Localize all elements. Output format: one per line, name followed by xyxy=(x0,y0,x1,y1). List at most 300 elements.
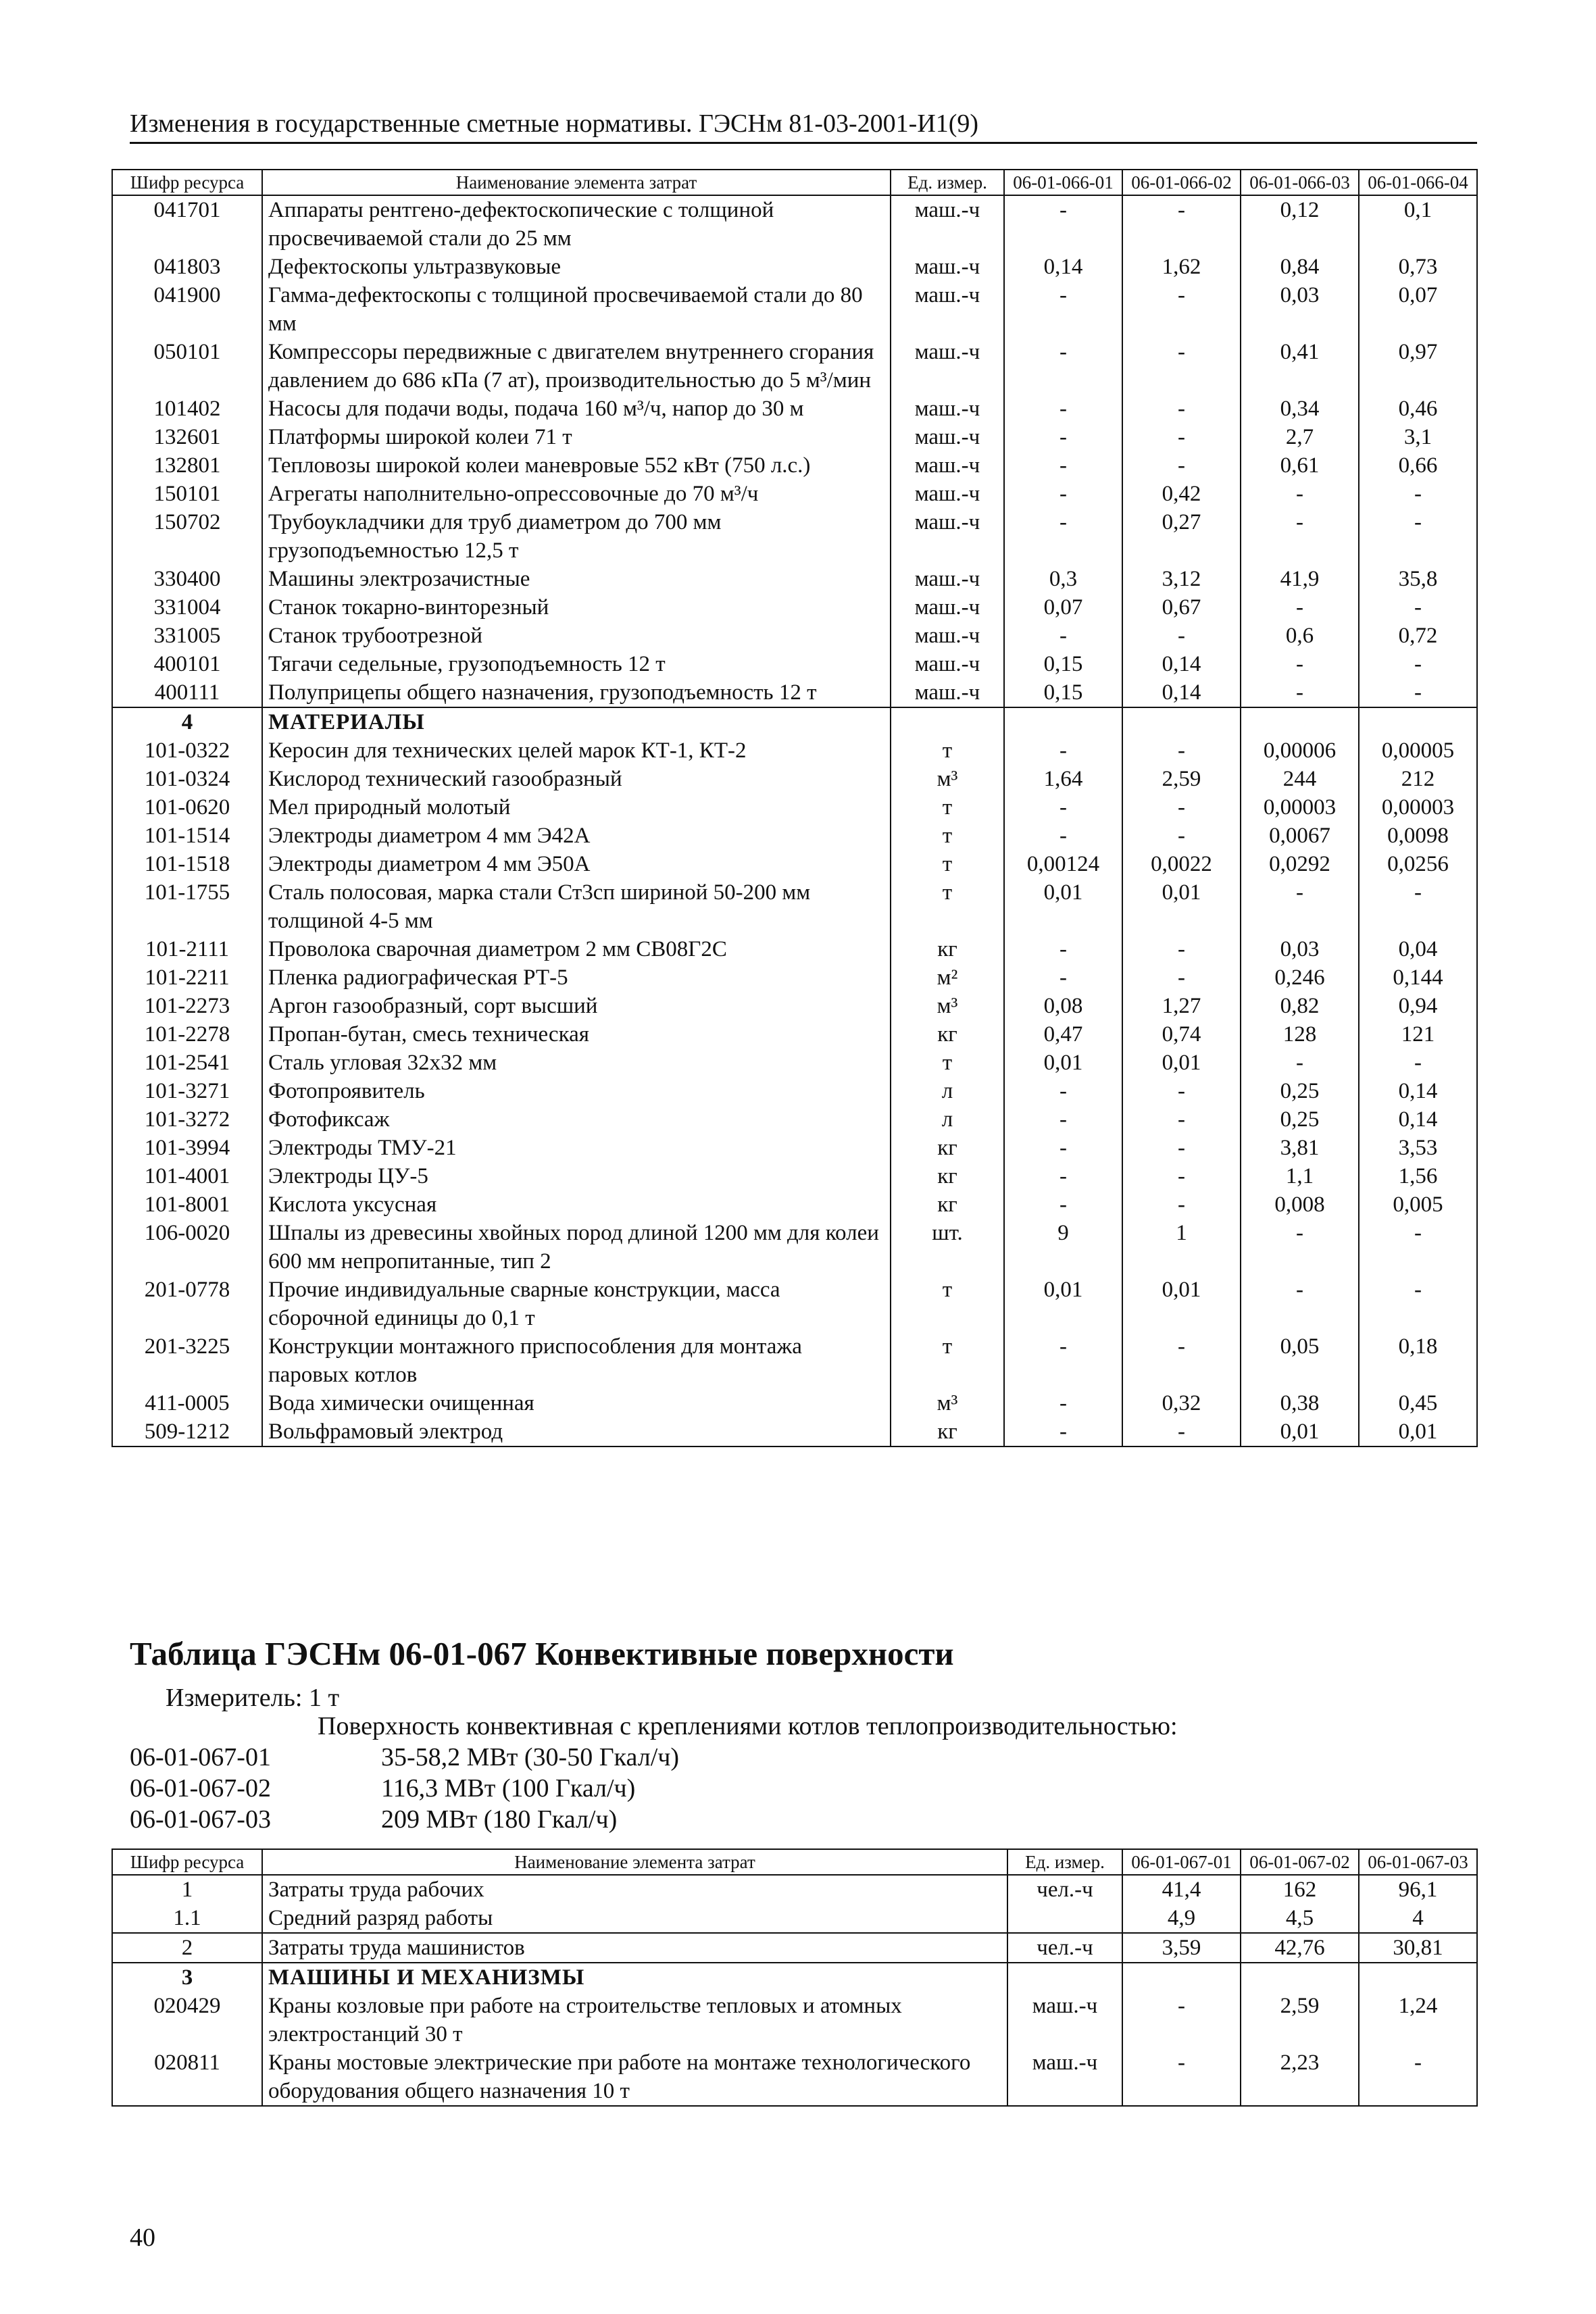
value-cell-4: 35,8 xyxy=(1359,565,1477,593)
value-cell-2: 0,01 xyxy=(1122,1049,1241,1077)
column-header-unit: Ед. измер. xyxy=(891,170,1004,195)
resource-code-cell: 3 xyxy=(112,1963,262,1992)
value-cell-2: - xyxy=(1122,1190,1241,1219)
resource-code-cell: 331004 xyxy=(112,593,262,622)
variant-text: 209 МВт (180 Гкал/ч) xyxy=(381,1805,618,1834)
resource-name-cell: Фотофиксаж xyxy=(262,1105,891,1134)
value-cell-2: 0,01 xyxy=(1122,878,1241,935)
variant-item xyxy=(130,1742,679,1773)
unit-cell: т xyxy=(891,736,1004,765)
resource-code-cell: 020429 xyxy=(112,1992,262,2048)
value-cell-3: - xyxy=(1241,480,1359,508)
value-cell-1: - xyxy=(1004,1077,1122,1105)
unit-cell: маш.-ч xyxy=(891,480,1004,508)
resource-code-cell: 101-2211 xyxy=(112,963,262,992)
table-row xyxy=(112,878,1477,935)
value-cell-4: 0,144 xyxy=(1359,963,1477,992)
value-cell-2 xyxy=(1241,1963,1359,1992)
value-cell-4: 0,97 xyxy=(1359,338,1477,395)
value-cell-1: - xyxy=(1004,1190,1122,1219)
table-body xyxy=(112,195,1477,1447)
column-header-067-02: 06-01-067-02 xyxy=(1241,1849,1359,1875)
value-cell-1: - xyxy=(1004,963,1122,992)
unit-cell: м² xyxy=(891,963,1004,992)
resource-code-cell: 201-3225 xyxy=(112,1332,262,1389)
value-cell-2: 3,12 xyxy=(1122,565,1241,593)
resource-code-cell: 101-0322 xyxy=(112,736,262,765)
resource-code-cell: 050101 xyxy=(112,338,262,395)
value-cell-1: 0,08 xyxy=(1004,992,1122,1020)
value-cell-4: - xyxy=(1359,1049,1477,1077)
unit-cell: шт. xyxy=(891,1219,1004,1276)
resource-name-cell: МАТЕРИАЛЫ xyxy=(262,707,891,736)
value-cell-3 xyxy=(1241,707,1359,736)
value-cell-4: 0,66 xyxy=(1359,451,1477,480)
unit-cell: кг xyxy=(891,1134,1004,1162)
unit-cell xyxy=(1007,1963,1122,1992)
unit-cell: маш.-ч xyxy=(891,281,1004,338)
unit-cell: маш.-ч xyxy=(891,253,1004,281)
value-cell-4: 0,0098 xyxy=(1359,822,1477,850)
value-cell-1: 9 xyxy=(1004,1219,1122,1276)
value-cell-3: 0,82 xyxy=(1241,992,1359,1020)
value-cell-3: 41,9 xyxy=(1241,565,1359,593)
unit-cell: маш.-ч xyxy=(891,338,1004,395)
resource-name-cell: МАШИНЫ И МЕХАНИЗМЫ xyxy=(262,1963,1007,1992)
value-cell-3: 30,81 xyxy=(1359,1933,1477,1963)
value-cell-3: - xyxy=(1241,878,1359,935)
value-cell-4: 212 xyxy=(1359,765,1477,793)
value-cell-4: 0,72 xyxy=(1359,622,1477,650)
value-cell-3: 128 xyxy=(1241,1020,1359,1049)
unit-cell: т xyxy=(891,1332,1004,1389)
value-cell-3: - xyxy=(1241,1049,1359,1077)
table-row xyxy=(112,1933,1477,1963)
column-header-code: Шифр ресурса xyxy=(112,170,262,195)
value-cell-2: 42,76 xyxy=(1241,1933,1359,1963)
value-cell-1: - xyxy=(1004,1332,1122,1389)
variant-code: 06-01-067-03 xyxy=(130,1805,271,1834)
column-header-name: Наименование элемента затрат xyxy=(262,1849,1007,1875)
resource-code-cell: 101-1514 xyxy=(112,822,262,850)
value-cell-2: - xyxy=(1122,736,1241,765)
value-cell-1 xyxy=(1122,1963,1241,1992)
value-cell-3: 0,008 xyxy=(1241,1190,1359,1219)
value-cell-4: - xyxy=(1359,593,1477,622)
table-row xyxy=(112,992,1477,1020)
resource-code-cell: 2 xyxy=(112,1933,262,1963)
value-cell-1 xyxy=(1004,707,1122,736)
table-row xyxy=(112,508,1477,565)
value-cell-1: 0,15 xyxy=(1004,650,1122,678)
resource-name-cell: Вода химически очищенная xyxy=(262,1389,891,1417)
resource-code-cell: 101402 xyxy=(112,395,262,423)
resource-name-cell: Кислота уксусная xyxy=(262,1190,891,1219)
resource-name-cell: Средний разряд работы xyxy=(262,1904,1007,1933)
table-row xyxy=(112,963,1477,992)
table-row xyxy=(112,1077,1477,1105)
unit-cell: л xyxy=(891,1105,1004,1134)
resource-name-cell: Машины электрозачистные xyxy=(262,565,891,593)
resource-name-cell: Гамма-дефектоскопы с толщиной просвечиваемой стали до 80 мм xyxy=(262,281,891,338)
resource-code-cell: 132801 xyxy=(112,451,262,480)
value-cell-4: - xyxy=(1359,508,1477,565)
value-cell-4: - xyxy=(1359,1276,1477,1332)
resource-name-cell: Насосы для подачи воды, подача 160 м³/ч, напор до 30 м xyxy=(262,395,891,423)
resource-code-cell: 201-0778 xyxy=(112,1276,262,1332)
value-cell-3: 1,1 xyxy=(1241,1162,1359,1190)
unit-cell: л xyxy=(891,1077,1004,1105)
value-cell-1: 0,01 xyxy=(1004,1049,1122,1077)
value-cell-2: 2,23 xyxy=(1241,2048,1359,2106)
resource-name-cell: Тепловозы широкой колеи маневровые 552 кВт (750 л.с.) xyxy=(262,451,891,480)
value-cell-4: - xyxy=(1359,678,1477,707)
resource-name-cell: Пленка радиографическая РТ-5 xyxy=(262,963,891,992)
unit-cell: маш.-ч xyxy=(1007,2048,1122,2106)
value-cell-1: 0,07 xyxy=(1004,593,1122,622)
table-body xyxy=(112,1875,1477,2106)
column-header-066-01: 06-01-066-01 xyxy=(1004,170,1122,195)
value-cell-4: - xyxy=(1359,650,1477,678)
value-cell-3: 0,00006 xyxy=(1241,736,1359,765)
unit-cell: кг xyxy=(891,1020,1004,1049)
unit-cell: т xyxy=(891,1049,1004,1077)
value-cell-3: 0,0067 xyxy=(1241,822,1359,850)
resource-code-cell: 101-0620 xyxy=(112,793,262,822)
section-row xyxy=(112,707,1477,736)
resource-code-cell: 400101 xyxy=(112,650,262,678)
surface-caption: Поверхность конвективная с креплениями котлов теплопроизводительностью: xyxy=(318,1712,1178,1740)
table-row xyxy=(112,1875,1477,1904)
unit-cell: кг xyxy=(891,1162,1004,1190)
table-row xyxy=(112,1190,1477,1219)
resource-name-cell: Электроды ЦУ-5 xyxy=(262,1162,891,1190)
value-cell-4: 0,0256 xyxy=(1359,850,1477,878)
resource-code-cell: 150702 xyxy=(112,508,262,565)
value-cell-3: 0,00003 xyxy=(1241,793,1359,822)
table-row xyxy=(112,822,1477,850)
resource-code-cell: 020811 xyxy=(112,2048,262,2106)
value-cell-2: - xyxy=(1122,822,1241,850)
unit-cell: маш.-ч xyxy=(891,508,1004,565)
value-cell-2: - xyxy=(1122,1332,1241,1389)
value-cell-3: - xyxy=(1241,508,1359,565)
column-header-066-02: 06-01-066-02 xyxy=(1122,170,1241,195)
resource-name-cell: Пропан-бутан, смесь техническая xyxy=(262,1020,891,1049)
unit-cell: маш.-ч xyxy=(891,423,1004,451)
unit-cell: м³ xyxy=(891,765,1004,793)
variant-list xyxy=(130,1742,679,1835)
value-cell-4: 0,73 xyxy=(1359,253,1477,281)
table-row xyxy=(112,736,1477,765)
value-cell-3: 0,12 xyxy=(1241,195,1359,253)
table-row xyxy=(112,253,1477,281)
resource-code-cell: 101-0324 xyxy=(112,765,262,793)
table-row xyxy=(112,281,1477,338)
table-row xyxy=(112,793,1477,822)
table-row xyxy=(112,1219,1477,1276)
value-cell-1: 0,15 xyxy=(1004,678,1122,707)
table-row xyxy=(112,1389,1477,1417)
value-cell-2: 1,62 xyxy=(1122,253,1241,281)
resource-code-cell: 101-2541 xyxy=(112,1049,262,1077)
resource-code-cell: 101-2278 xyxy=(112,1020,262,1049)
value-cell-2: - xyxy=(1122,281,1241,338)
value-cell-4: 0,14 xyxy=(1359,1105,1477,1134)
value-cell-2: - xyxy=(1122,622,1241,650)
value-cell-2: 0,32 xyxy=(1122,1389,1241,1417)
table-title: Таблица ГЭСНм 06-01-067 Конвективные поверхности xyxy=(130,1635,954,1672)
resource-name-cell: Краны мостовые электрические при работе на монтаже технологического оборудования общего назначения 10 т xyxy=(262,2048,1007,2106)
table-row xyxy=(112,622,1477,650)
unit-cell: маш.-ч xyxy=(891,451,1004,480)
resource-code-cell: 101-4001 xyxy=(112,1162,262,1190)
column-header-code: Шифр ресурса xyxy=(112,1849,262,1875)
value-cell-1: - xyxy=(1004,1134,1122,1162)
resource-name-cell: Станок токарно-винторезный xyxy=(262,593,891,622)
value-cell-3: 0,84 xyxy=(1241,253,1359,281)
value-cell-2: - xyxy=(1122,963,1241,992)
value-cell-3: 0,25 xyxy=(1241,1077,1359,1105)
resource-name-cell: Аргон газообразный, сорт высший xyxy=(262,992,891,1020)
table-row xyxy=(112,1332,1477,1389)
page-number: 40 xyxy=(130,2223,155,2252)
value-cell-1: 0,14 xyxy=(1004,253,1122,281)
resource-name-cell: Затраты труда машинистов xyxy=(262,1933,1007,1963)
resource-name-cell: Мел природный молотый xyxy=(262,793,891,822)
value-cell-3 xyxy=(1359,1963,1477,1992)
resource-code-cell: 132601 xyxy=(112,423,262,451)
resource-name-cell: Затраты труда рабочих xyxy=(262,1875,1007,1904)
value-cell-3: 244 xyxy=(1241,765,1359,793)
value-cell-1: - xyxy=(1004,822,1122,850)
value-cell-3: 0,34 xyxy=(1241,395,1359,423)
resource-name-cell: Керосин для технических целей марок КТ-1, КТ-2 xyxy=(262,736,891,765)
value-cell-2: - xyxy=(1122,423,1241,451)
resource-code-cell: 101-3272 xyxy=(112,1105,262,1134)
resource-name-cell: Электроды ТМУ-21 xyxy=(262,1134,891,1162)
value-cell-2: 0,67 xyxy=(1122,593,1241,622)
table-row xyxy=(112,338,1477,395)
value-cell-2: - xyxy=(1122,195,1241,253)
value-cell-4: 0,01 xyxy=(1359,1417,1477,1447)
table-header-row xyxy=(112,1849,1477,1875)
value-cell-4: 121 xyxy=(1359,1020,1477,1049)
value-cell-3: 4 xyxy=(1359,1904,1477,1933)
resource-code-cell: 400111 xyxy=(112,678,262,707)
unit-cell: кг xyxy=(891,935,1004,963)
column-header-unit: Ед. измер. xyxy=(1007,1849,1122,1875)
value-cell-2: 0,14 xyxy=(1122,678,1241,707)
resource-code-cell: 101-2273 xyxy=(112,992,262,1020)
unit-cell: т xyxy=(891,878,1004,935)
meter-line: Измеритель: 1 т xyxy=(166,1684,340,1712)
value-cell-1: - xyxy=(1004,451,1122,480)
value-cell-1: - xyxy=(1004,338,1122,395)
resource-name-cell: Дефектоскопы ультразвуковые xyxy=(262,253,891,281)
value-cell-3: - xyxy=(1359,2048,1477,2106)
resource-code-cell: 1 xyxy=(112,1875,262,1904)
unit-cell: чел.-ч xyxy=(1007,1933,1122,1963)
value-cell-1: - xyxy=(1004,1162,1122,1190)
unit-cell: кг xyxy=(891,1417,1004,1447)
resource-code-cell: 4 xyxy=(112,707,262,736)
value-cell-3: 1,24 xyxy=(1359,1992,1477,2048)
resource-table-067 xyxy=(111,1848,1478,2107)
value-cell-3: - xyxy=(1241,1276,1359,1332)
resource-name-cell: Электроды диаметром 4 мм Э42А xyxy=(262,822,891,850)
resource-name-cell: Электроды диаметром 4 мм Э50А xyxy=(262,850,891,878)
table-row xyxy=(112,480,1477,508)
resource-name-cell: Аппараты рентгено-дефектоскопические с толщиной просвечиваемой стали до 25 мм xyxy=(262,195,891,253)
resource-code-cell: 150101 xyxy=(112,480,262,508)
resource-name-cell: Трубоукладчики для труб диаметром до 700 мм грузоподъемностью 12,5 т xyxy=(262,508,891,565)
value-cell-1: - xyxy=(1004,736,1122,765)
value-cell-1: 3,59 xyxy=(1122,1933,1241,1963)
value-cell-3: 3,81 xyxy=(1241,1134,1359,1162)
value-cell-2: 0,42 xyxy=(1122,480,1241,508)
value-cell-2: 1 xyxy=(1122,1219,1241,1276)
value-cell-1: 0,3 xyxy=(1004,565,1122,593)
variant-text: 116,3 МВт (100 Гкал/ч) xyxy=(381,1774,636,1803)
table-header-row xyxy=(112,170,1477,195)
table-row xyxy=(112,1134,1477,1162)
unit-cell: маш.-ч xyxy=(891,565,1004,593)
value-cell-3: 96,1 xyxy=(1359,1875,1477,1904)
value-cell-1: - xyxy=(1004,423,1122,451)
value-cell-4: 3,53 xyxy=(1359,1134,1477,1162)
table-row xyxy=(112,1417,1477,1447)
table-row xyxy=(112,565,1477,593)
value-cell-2: 2,59 xyxy=(1122,765,1241,793)
value-cell-3: 0,6 xyxy=(1241,622,1359,650)
unit-cell: кг xyxy=(891,1190,1004,1219)
value-cell-1: - xyxy=(1004,1389,1122,1417)
resource-name-cell: Краны козловые при работе на строительстве тепловых и атомных электростанций 30 т xyxy=(262,1992,1007,2048)
resource-name-cell: Тягачи седельные, грузоподъемность 12 т xyxy=(262,650,891,678)
resource-name-cell: Конструкции монтажного приспособления для монтажа паровых котлов xyxy=(262,1332,891,1389)
unit-cell: маш.-ч xyxy=(891,678,1004,707)
value-cell-2: 0,27 xyxy=(1122,508,1241,565)
value-cell-1: 0,01 xyxy=(1004,878,1122,935)
table-row xyxy=(112,850,1477,878)
value-cell-1: - xyxy=(1122,1992,1241,2048)
value-cell-2: 1,27 xyxy=(1122,992,1241,1020)
table-row xyxy=(112,195,1477,253)
value-cell-4: 0,1 xyxy=(1359,195,1477,253)
resource-code-cell: 106-0020 xyxy=(112,1219,262,1276)
value-cell-3: - xyxy=(1241,1219,1359,1276)
resource-code-cell: 330400 xyxy=(112,565,262,593)
value-cell-1: 1,64 xyxy=(1004,765,1122,793)
value-cell-1: - xyxy=(1004,935,1122,963)
value-cell-3: 0,03 xyxy=(1241,281,1359,338)
value-cell-3: 0,61 xyxy=(1241,451,1359,480)
value-cell-3: 0,03 xyxy=(1241,935,1359,963)
value-cell-4: 0,00005 xyxy=(1359,736,1477,765)
value-cell-2: - xyxy=(1122,1134,1241,1162)
column-header-067-03: 06-01-067-03 xyxy=(1359,1849,1477,1875)
resource-code-cell: 101-3271 xyxy=(112,1077,262,1105)
value-cell-4: 0,005 xyxy=(1359,1190,1477,1219)
unit-cell: маш.-ч xyxy=(1007,1992,1122,2048)
value-cell-4: 0,14 xyxy=(1359,1077,1477,1105)
value-cell-1: 0,01 xyxy=(1004,1276,1122,1332)
value-cell-1: 41,4 xyxy=(1122,1875,1241,1904)
unit-cell: т xyxy=(891,850,1004,878)
value-cell-1: 0,47 xyxy=(1004,1020,1122,1049)
table-row xyxy=(112,1105,1477,1134)
value-cell-4: 0,45 xyxy=(1359,1389,1477,1417)
value-cell-4 xyxy=(1359,707,1477,736)
table-row xyxy=(112,1020,1477,1049)
value-cell-1: - xyxy=(1004,1417,1122,1447)
value-cell-4: 0,46 xyxy=(1359,395,1477,423)
value-cell-1: - xyxy=(1004,1105,1122,1134)
value-cell-3: 0,38 xyxy=(1241,1389,1359,1417)
value-cell-3: 0,25 xyxy=(1241,1105,1359,1134)
value-cell-1: 0,00124 xyxy=(1004,850,1122,878)
value-cell-2: 0,0022 xyxy=(1122,850,1241,878)
value-cell-3: 0,41 xyxy=(1241,338,1359,395)
resource-name-cell: Вольфрамовый электрод xyxy=(262,1417,891,1447)
table-row xyxy=(112,1276,1477,1332)
value-cell-1: - xyxy=(1004,508,1122,565)
value-cell-1: - xyxy=(1122,2048,1241,2106)
resource-code-cell: 041701 xyxy=(112,195,262,253)
resource-code-cell: 101-3994 xyxy=(112,1134,262,1162)
value-cell-2: - xyxy=(1122,1077,1241,1105)
value-cell-3: - xyxy=(1241,593,1359,622)
variant-text: 35-58,2 МВт (30-50 Гкал/ч) xyxy=(381,1743,680,1771)
resource-code-cell: 331005 xyxy=(112,622,262,650)
table-row xyxy=(112,423,1477,451)
unit-cell: т xyxy=(891,1276,1004,1332)
resource-code-cell: 101-1755 xyxy=(112,878,262,935)
unit-cell: м³ xyxy=(891,992,1004,1020)
value-cell-4: 0,94 xyxy=(1359,992,1477,1020)
value-cell-2: - xyxy=(1122,1105,1241,1134)
resource-name-cell: Сталь угловая 32х32 мм xyxy=(262,1049,891,1077)
variant-code: 06-01-067-02 xyxy=(130,1774,271,1803)
resource-name-cell: Шпалы из древесины хвойных пород длиной 1200 мм для колеи 600 мм непропитанные, тип 2 xyxy=(262,1219,891,1276)
value-cell-2: - xyxy=(1122,395,1241,423)
section-row xyxy=(112,1963,1477,1992)
unit-cell: м³ xyxy=(891,1389,1004,1417)
unit-cell: маш.-ч xyxy=(891,195,1004,253)
value-cell-3: 0,0292 xyxy=(1241,850,1359,878)
value-cell-2: - xyxy=(1122,338,1241,395)
value-cell-3: 2,7 xyxy=(1241,423,1359,451)
value-cell-4: 1,56 xyxy=(1359,1162,1477,1190)
table-row xyxy=(112,395,1477,423)
value-cell-1: - xyxy=(1004,195,1122,253)
table-row xyxy=(112,451,1477,480)
table-row xyxy=(112,2048,1477,2106)
value-cell-4: 0,07 xyxy=(1359,281,1477,338)
value-cell-2: 2,59 xyxy=(1241,1992,1359,2048)
table-row xyxy=(112,1904,1477,1933)
value-cell-1: 4,9 xyxy=(1122,1904,1241,1933)
table-row xyxy=(112,593,1477,622)
value-cell-2: - xyxy=(1122,1162,1241,1190)
value-cell-2: 0,14 xyxy=(1122,650,1241,678)
value-cell-1: - xyxy=(1004,281,1122,338)
unit-cell xyxy=(1007,1904,1122,1933)
resource-name-cell: Компрессоры передвижные с двигателем внутреннего сгорания давлением до 686 кПа (7 ат), производительностью до 5 м³/мин xyxy=(262,338,891,395)
table-row xyxy=(112,1162,1477,1190)
value-cell-3: 0,05 xyxy=(1241,1332,1359,1389)
